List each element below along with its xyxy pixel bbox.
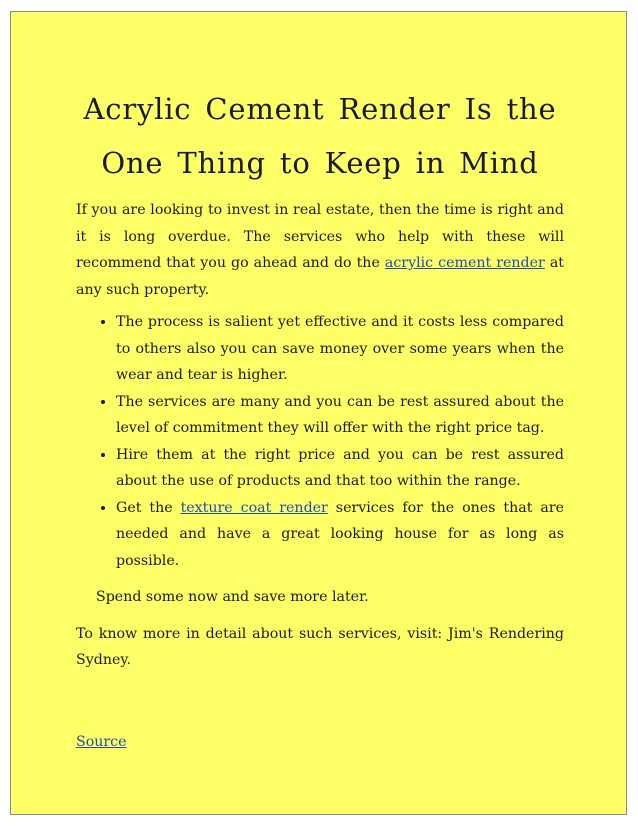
list-item: • The services are many and you can be rest assured about the level of commitment they will offer with the right price tag.	[116, 389, 564, 442]
list-item-text-before: Get the	[116, 499, 181, 516]
visit-paragraph: To know more in detail about such services, visit: Jim's Rendering Sydney.	[76, 625, 564, 668]
document-page	[10, 11, 627, 815]
document-content	[76, 82, 564, 674]
list-item-text-after: services for the ones that are needed and have a great looking house for as long as possible.	[116, 499, 564, 569]
list-item	[116, 495, 564, 575]
intro-text-before: If you are looking to invest in real estate, then the time is right and it is long overdue. The services who help with these will recommend that you go ahead and do the	[76, 202, 564, 271]
texture-coat-render-link[interactable]: texture coat render	[180, 499, 328, 516]
page-title: Acrylic Cement Render Is the One Thing to Keep in Mind	[83, 92, 557, 180]
source-line	[76, 729, 127, 755]
intro-text-after: at any such property.	[76, 255, 564, 298]
acrylic-cement-render-link[interactable]: acrylic cement render	[384, 255, 545, 271]
list-item: • Hire them at the right price and you can be rest assured about the use of products and that too within the range.	[116, 442, 564, 495]
source-link[interactable]: Source	[76, 734, 127, 750]
closing-paragraph: Spend some now and save more later.	[96, 589, 369, 605]
intro-paragraph	[76, 197, 564, 303]
list-item: • The process is salient yet effective and it costs less compared to others also you can save money over some years when the wear and tear is higher.	[116, 309, 564, 389]
benefits-list	[76, 309, 564, 574]
